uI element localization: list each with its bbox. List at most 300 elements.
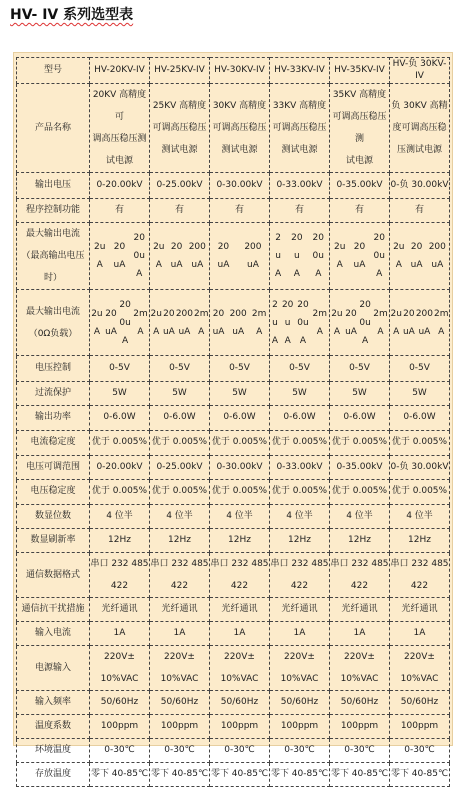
cell-text: HV-30KV-IV: [214, 64, 265, 75]
cell-line: 可调高压稳压: [152, 123, 207, 133]
table-cell: [390, 715, 450, 739]
row-label-line: 最大输出电流: [25, 306, 80, 317]
cell-text: 0-5V: [349, 362, 370, 373]
current-range: [114, 238, 126, 274]
row-label: [17, 290, 90, 356]
current-range: [105, 305, 117, 341]
cell-text: 0-6.0W: [283, 412, 316, 423]
row-label: [17, 691, 90, 715]
cell-text: 1A: [413, 627, 426, 638]
cell-text: 0-25.00kV: [156, 461, 203, 472]
cell-text: 5W: [172, 387, 187, 398]
range-part: A: [96, 260, 103, 270]
cell-text: 50/60Hz: [280, 696, 319, 707]
current-cell: [210, 223, 270, 290]
output-power-row: [17, 406, 450, 431]
table-cell: [150, 406, 210, 431]
table-cell: [90, 691, 150, 715]
current-range: [403, 305, 415, 341]
table-cell: [210, 646, 270, 691]
cell-text: 0-30℃: [284, 744, 315, 755]
table-cell: [270, 691, 330, 715]
power-input-row: [17, 646, 450, 691]
cell-text: 优于 0.005%: [211, 486, 268, 497]
range-part: 20: [353, 242, 366, 252]
row-label-text: 过流保护: [34, 387, 71, 398]
row-label-line: 时）: [43, 273, 62, 283]
range-part: 0u: [297, 317, 309, 328]
cell-text: 5W: [292, 387, 307, 398]
table-cell: [150, 58, 210, 84]
cell-text: 4 位半: [286, 510, 313, 521]
cell-text: 0-5V: [409, 362, 430, 373]
table-cell: [150, 173, 210, 199]
cell-text: HV-25KV-IV: [154, 64, 205, 75]
range-part: A: [336, 260, 343, 270]
cell-text: 1A: [113, 627, 126, 638]
row-label: [17, 553, 90, 598]
cell-text: 优于 0.005%: [271, 437, 328, 448]
range-part: A: [256, 326, 263, 337]
current-range: [272, 296, 278, 350]
table-cell: [330, 406, 390, 431]
row-label-text: 型号: [43, 64, 62, 75]
table-cell: [150, 763, 210, 787]
cell-text: 50/60Hz: [160, 696, 199, 707]
cell-text: 0-35.00kV: [336, 179, 383, 190]
row-label: [17, 646, 90, 691]
table-cell: [90, 505, 150, 529]
current-range: [194, 305, 209, 341]
row-label-text: 电源输入: [34, 663, 71, 673]
current-ranges: [330, 229, 389, 283]
range-part: 2: [272, 299, 278, 310]
table-cell: [150, 529, 210, 553]
table-cell: [390, 598, 450, 622]
current-cell: [90, 223, 150, 290]
cell-text: 优于 0.005%: [391, 437, 448, 448]
cell-line: 试电源: [345, 156, 373, 166]
range-part: uA: [402, 326, 415, 337]
cell-text: 0-30℃: [164, 744, 195, 755]
current-range: [391, 305, 402, 341]
range-part: 20: [345, 308, 357, 319]
cell-line: 220V±: [344, 652, 375, 662]
cell-line: 可调高压稳压: [212, 123, 267, 133]
table-cell: [330, 456, 390, 480]
cell-text: 零下 40-85℃: [390, 768, 449, 779]
table-cell: [330, 58, 390, 84]
table-cell: [90, 715, 150, 739]
cell-line: 220V±: [104, 652, 135, 662]
current-ranges: [330, 296, 389, 350]
range-part: A: [299, 335, 307, 346]
table-cell: [330, 715, 390, 739]
current-ranges: [270, 229, 329, 283]
cell-line: 220V±: [284, 652, 315, 662]
cell-line: 压测试电源: [396, 145, 442, 155]
cell-text: 0-6.0W: [403, 412, 436, 423]
current-range: [373, 305, 388, 341]
cell-text: 优于 0.005%: [391, 486, 448, 497]
range-part: 20: [119, 299, 131, 310]
temp-coefficient-row: [17, 715, 450, 739]
table-cell: [390, 382, 450, 406]
cell-text: 1A: [173, 627, 186, 638]
current-range: [275, 229, 281, 283]
current-range: [213, 305, 225, 341]
cell-text: 4 位半: [406, 510, 433, 521]
range-part: A: [293, 269, 300, 279]
cell-line: 10%VAC: [280, 674, 319, 684]
cell-line: 25KV 高精度: [152, 101, 207, 111]
table-cell: [330, 431, 390, 456]
cell-text: 5W: [232, 387, 247, 398]
program-control-row: [17, 199, 450, 223]
cell-text: 优于 0.005%: [151, 437, 208, 448]
table-cell: [330, 529, 390, 553]
current-range: [252, 305, 267, 341]
table-cell: [330, 622, 390, 646]
current-range: [282, 296, 293, 350]
cell-text: 4 位半: [226, 510, 253, 521]
range-part: 20: [113, 242, 126, 252]
current-range: [297, 296, 308, 350]
row-label: [17, 529, 90, 553]
cell-text: 12Hz: [228, 534, 251, 545]
table-cell: [330, 84, 390, 173]
range-part: 20: [212, 308, 225, 319]
cell-text: 0-30℃: [224, 744, 255, 755]
current-stability-row: [17, 431, 450, 456]
range-part: 200: [415, 308, 433, 319]
cell-text: 0-6.0W: [103, 412, 136, 423]
table-cell: [270, 58, 330, 84]
anti-jam-row: [17, 598, 450, 622]
current-range: [134, 229, 145, 283]
current-cell: [390, 290, 450, 356]
table-cell: [210, 691, 270, 715]
row-label-text: 数显刷新率: [30, 534, 76, 545]
row-label: [17, 84, 90, 173]
input-current-row: [17, 622, 450, 646]
table-cell: [210, 199, 270, 223]
range-part: u: [272, 317, 278, 328]
cell-line: 33KV 高精度: [272, 101, 327, 111]
cell-line: 测试电源: [221, 145, 258, 155]
table-cell: [270, 598, 330, 622]
row-label: [17, 406, 90, 431]
table-cell: [150, 356, 210, 382]
table-cell: [270, 199, 330, 223]
cell-text: 零下 40-85℃: [270, 768, 329, 779]
range-part: A: [198, 326, 205, 337]
range-part: 2u: [94, 242, 106, 252]
row-label-text: 产品名称: [34, 123, 71, 133]
range-part: 2m: [312, 308, 328, 319]
range-part: 0u: [119, 317, 131, 328]
current-cell: [330, 223, 390, 290]
range-part: 0u: [312, 251, 324, 261]
row-label-text: 输入电流: [34, 627, 71, 638]
cell-text: 零下 40-85℃: [210, 768, 269, 779]
table-cell: [330, 646, 390, 691]
current-range: [230, 305, 247, 341]
row-label: [17, 356, 90, 382]
table-cell: [210, 598, 270, 622]
cell-text: 有: [414, 204, 424, 215]
cell-text: 优于 0.005%: [91, 486, 148, 497]
table-cell: [150, 456, 210, 480]
table-cell: [90, 456, 150, 480]
table-cell: [270, 356, 330, 382]
row-label: [17, 763, 90, 787]
table-cell: [210, 739, 270, 763]
table-cell: [390, 529, 450, 553]
table-cell: [90, 356, 150, 382]
table-cell: [90, 199, 150, 223]
table-cell: [90, 406, 150, 431]
cell-text: 4 位半: [106, 510, 133, 521]
cell-text: 优于 0.005%: [331, 437, 388, 448]
cell-text: 50/60Hz: [100, 696, 139, 707]
row-label-line: （0Ω负载）: [28, 328, 78, 339]
table-cell: [270, 406, 330, 431]
cell-line: 串口 232 485: [150, 559, 209, 569]
table-cell: [210, 480, 270, 505]
table-cell: [150, 199, 210, 223]
cell-line: 可调高压稳压: [272, 123, 327, 133]
range-part: 20: [297, 299, 309, 310]
table-cell: [390, 646, 450, 691]
cell-text: 光纤通讯: [281, 603, 318, 614]
current-range: [334, 238, 345, 274]
cell-text: 0-5V: [169, 362, 190, 373]
cell-text: 有: [354, 204, 364, 215]
table-cell: [390, 553, 450, 598]
row-label-text: 电压稳定度: [30, 486, 76, 497]
cell-text: HV-20KV-IV: [94, 64, 145, 75]
cell-text: 0-30.00kV: [216, 461, 263, 472]
range-part: A: [395, 260, 402, 270]
cell-text: 优于 0.005%: [151, 486, 208, 497]
cell-text: 0-20.00kV: [96, 461, 143, 472]
range-part: A: [136, 269, 143, 279]
table-cell: [330, 480, 390, 505]
range-part: uA: [410, 260, 423, 270]
range-part: 2u: [334, 242, 346, 252]
range-part: 200: [175, 308, 193, 319]
table-cell: [150, 553, 210, 598]
cell-text: 0-负 30.00kV: [390, 179, 449, 190]
table-cell: [330, 199, 390, 223]
table-cell: [330, 691, 390, 715]
table-cell: [150, 84, 210, 173]
row-label-text: 程序控制功能: [25, 204, 80, 215]
current-range: [151, 305, 162, 341]
range-part: 20: [105, 308, 117, 319]
range-part: 200: [229, 308, 247, 319]
cell-text: 12Hz: [168, 534, 191, 545]
cell-line: 可调高压稳压测: [332, 112, 387, 144]
current-range: [411, 238, 423, 274]
table-cell: [270, 763, 330, 787]
cell-text: 0-5V: [229, 362, 250, 373]
table-cell: [210, 529, 270, 553]
cell-text: 光纤通讯: [401, 603, 438, 614]
table-cell: [270, 431, 330, 456]
table-cell: [90, 58, 150, 84]
cell-line: 串口 232 485: [270, 559, 329, 569]
table-cell: [210, 553, 270, 598]
table-cell: [390, 691, 450, 715]
range-part: A: [153, 326, 160, 337]
table-cell: [210, 173, 270, 199]
table-cell: [330, 173, 390, 199]
current-range: [91, 305, 102, 341]
cell-line: 串口 232 485: [210, 559, 269, 569]
table-cell: [150, 691, 210, 715]
range-part: uA: [353, 260, 366, 270]
cell-line: 422: [350, 581, 369, 591]
table-cell: [270, 382, 330, 406]
cell-text: 零下 40-85℃: [90, 768, 149, 779]
row-label: [17, 739, 90, 763]
cell-line: 10%VAC: [340, 674, 379, 684]
range-part: 0u: [133, 251, 145, 261]
current-range: [171, 238, 183, 274]
current-cell: [210, 290, 270, 356]
table-cell: [90, 84, 150, 173]
current-range: [133, 305, 148, 341]
range-part: A: [284, 335, 291, 346]
range-part: A: [93, 326, 100, 337]
current-range: [291, 229, 302, 283]
current-range: [374, 229, 385, 283]
range-part: A: [438, 326, 445, 337]
cell-text: 0-6.0W: [223, 412, 256, 423]
cell-text: 12Hz: [108, 534, 131, 545]
spec-table: [16, 57, 450, 787]
cell-text: 优于 0.005%: [331, 486, 388, 497]
range-part: 20: [217, 242, 230, 252]
range-part: 2u: [390, 308, 402, 319]
table-cell: [270, 553, 330, 598]
display-digits-row: [17, 505, 450, 529]
table-cell: [390, 173, 450, 199]
table-cell: [270, 646, 330, 691]
current-range: [359, 296, 370, 350]
table-cell: [90, 739, 150, 763]
cell-text: 12Hz: [288, 534, 311, 545]
current-range: [189, 238, 206, 274]
current-range: [345, 305, 357, 341]
current-range: [393, 238, 404, 274]
range-part: uA: [217, 260, 230, 270]
cell-line: 10%VAC: [400, 674, 439, 684]
cell-text: 0-负 30.00kV: [390, 461, 449, 472]
cell-text: 1A: [233, 627, 246, 638]
current-range: [163, 305, 175, 341]
row-label-text: 环境温度: [34, 744, 71, 755]
table-cell: [150, 739, 210, 763]
input-frequency-row: [17, 691, 450, 715]
cell-text: 50/60Hz: [400, 696, 439, 707]
range-part: 20: [291, 233, 303, 243]
range-part: A: [333, 326, 340, 337]
range-part: 20: [312, 233, 324, 243]
cell-text: 0-25.00kV: [156, 179, 203, 190]
cell-text: 1A: [353, 627, 366, 638]
range-part: 20: [133, 233, 145, 243]
cell-line: 220V±: [404, 652, 435, 662]
refresh-rate-row: [17, 529, 450, 553]
table-cell: [330, 553, 390, 598]
table-cell: [390, 480, 450, 505]
cell-text: 优于 0.005%: [91, 437, 148, 448]
cell-text: 100ppm: [400, 720, 439, 731]
cell-text: 光纤通讯: [161, 603, 198, 614]
range-part: uA: [105, 326, 117, 337]
table-cell: [390, 431, 450, 456]
row-label-text: 电压控制: [34, 362, 71, 373]
table-cell: [150, 646, 210, 691]
range-part: 2u: [150, 308, 162, 319]
table-cell: [150, 598, 210, 622]
cell-line: 调高压稳压测: [92, 134, 147, 144]
cell-line: 10%VAC: [100, 674, 139, 684]
table-cell: [390, 456, 450, 480]
table-cell: [390, 84, 450, 173]
current-ranges: [210, 305, 269, 341]
range-part: uA: [418, 326, 431, 337]
range-part: u: [275, 251, 281, 261]
row-label-text: 输出电压: [34, 179, 71, 190]
table-cell: [210, 431, 270, 456]
table-cell: [270, 505, 330, 529]
cell-text: 0-30℃: [404, 744, 435, 755]
cell-text: 零下 40-85℃: [330, 768, 389, 779]
table-cell: [90, 646, 150, 691]
cell-text: HV-35KV-IV: [334, 64, 385, 75]
row-label-text: 输入频率: [34, 696, 71, 707]
current-cell: [270, 223, 330, 290]
current-ranges: [210, 238, 269, 274]
table-cell: [90, 382, 150, 406]
table-cell: [390, 58, 450, 84]
table-cell: [150, 431, 210, 456]
row-label-line: （最高输出电压: [21, 251, 85, 261]
table-cell: [390, 199, 450, 223]
cell-text: 100ppm: [340, 720, 379, 731]
table-cell: [390, 622, 450, 646]
current-range: [354, 238, 366, 274]
row-label: [17, 199, 90, 223]
range-part: 2m: [251, 308, 267, 319]
range-part: A: [137, 326, 144, 337]
current-cell: [330, 290, 390, 356]
current-cell: [150, 290, 210, 356]
range-part: 2u: [153, 242, 165, 252]
current-cell: [390, 223, 450, 290]
cell-line: 测试电源: [161, 145, 198, 155]
range-part: 20: [373, 233, 385, 243]
row-label: [17, 480, 90, 505]
row-label: [17, 223, 90, 290]
cell-line: 220V±: [164, 652, 195, 662]
range-part: 2m: [373, 308, 388, 319]
row-label-text: 存放温度: [34, 768, 71, 779]
